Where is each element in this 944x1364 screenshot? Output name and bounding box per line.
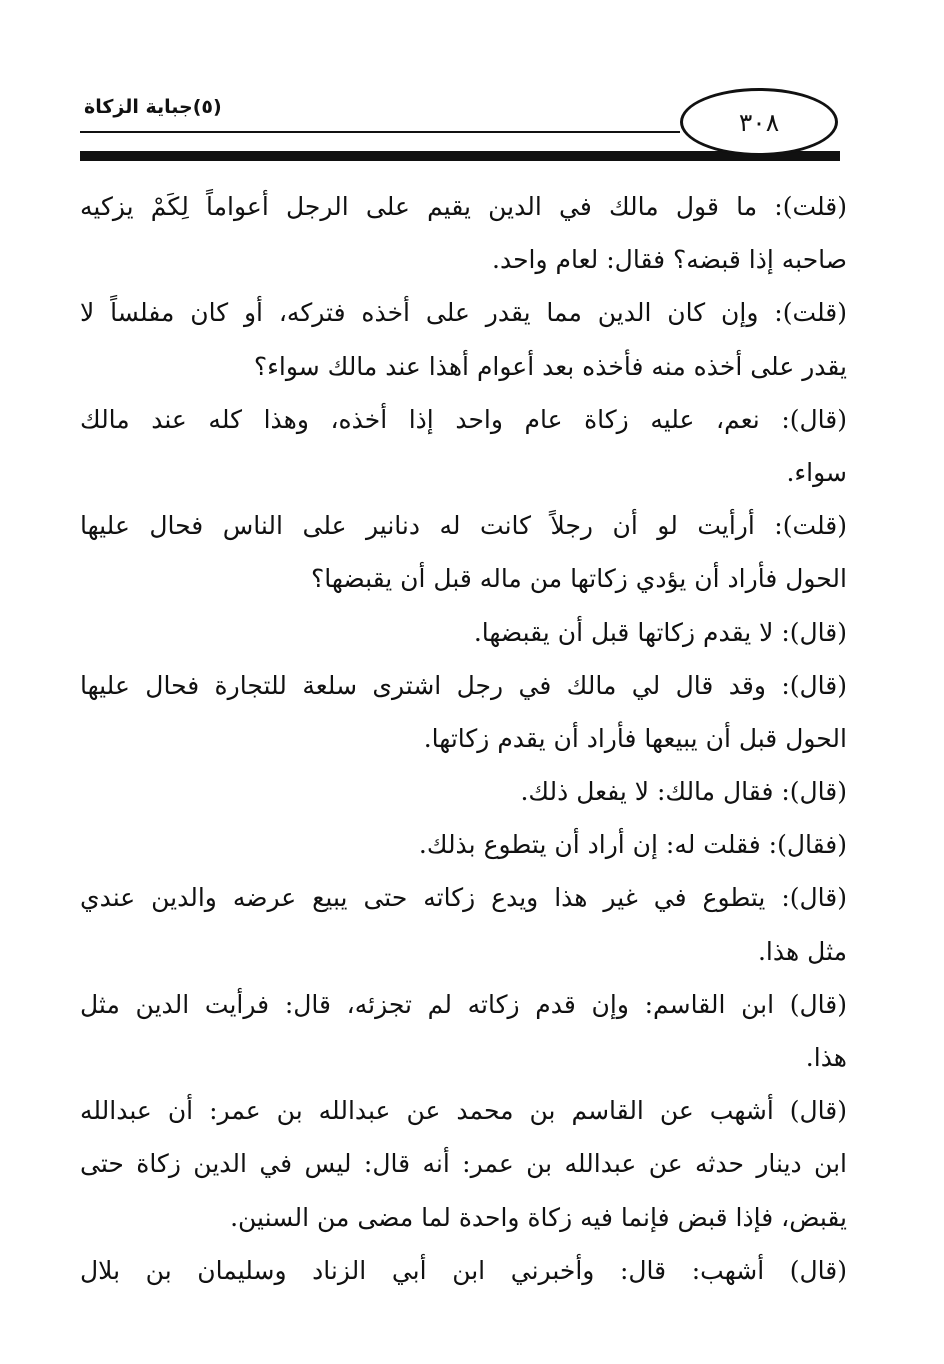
text-line: (فقال): فقلت له: إن أراد أن يتطوع بذلك.	[418, 830, 847, 860]
text-line: (قلت): وإن كان الدين مما يقدر على أخذه فتركه، أو كان مفلساً لا	[80, 298, 847, 328]
text-line: (قال): يتطوع في غير هذا ويدع زكاته حتى يبيع عرضه والدين عندي	[80, 883, 847, 913]
page-number: ٣٠٨	[738, 107, 780, 137]
text-line: هذا.	[805, 1043, 847, 1072]
header-thin-rule	[80, 131, 680, 133]
text-line: الحول فأراد أن يؤدي زكاتها من ماله قبل أن يقبضها؟	[310, 564, 847, 594]
text-line: (قال): لا يقدم زكاتها قبل أن يقبضها.	[473, 617, 847, 647]
text-line: سواء.	[786, 457, 847, 487]
text-line: الحول قبل أن يبيعها فأراد أن يقدم زكاتها.	[423, 723, 847, 753]
text-line: (قال): وقد قال لي مالك في رجل اشترى سلعة للتجارة فحال عليها	[80, 670, 847, 700]
page-number-oval	[680, 88, 838, 156]
text-line: (قال) أشهب: قال: وأخبرني ابن أبي الزناد وسليمان بن بلال	[80, 1255, 847, 1285]
text-line: يقدر على أخذه منه فأخذه بعد أعوام أهذا عند مالك سواء؟	[253, 351, 847, 381]
page-body-text	[80, 180, 847, 1297]
text-line: (قال) ابن القاسم: وإن قدم زكاته لم تجزئه، قال: فرأيت الدين مثل	[80, 989, 847, 1019]
running-title: (٥)جباية الزكاة	[84, 96, 222, 118]
text-line: ابن دينار حدثه عن عبدالله بن عمر: أنه قال: ليس في الدين زكاة حتى	[80, 1149, 847, 1179]
text-line: يقبض، فإذا قبض فإنما فيه زكاة واحدة لما مضى من السنين.	[230, 1202, 847, 1232]
text-line: (قلت): أرأيت لو أن رجلاً كانت له دنانير على الناس فحال عليها	[80, 511, 847, 541]
text-line: مثل هذا.	[757, 936, 847, 966]
text-line: (قال) أشهب عن القاسم بن محمد عن عبدالله بن عمر: أن عبدالله	[80, 1096, 847, 1126]
text-line: صاحبه إذا قبضه؟ فقال: لعام واحد.	[492, 245, 847, 275]
page-header	[80, 88, 850, 168]
text-line: (قلت): ما قول مالك في الدين يقيم على الرجل أعواماً لِكَمْ يزكيه	[80, 192, 847, 221]
text-line: (قال): فقال مالك: لا يفعل ذلك.	[520, 777, 847, 807]
text-line: (قال): نعم، عليه زكاة عام واحد إذا أخذه، وهذا كله عند مالك	[80, 404, 847, 434]
